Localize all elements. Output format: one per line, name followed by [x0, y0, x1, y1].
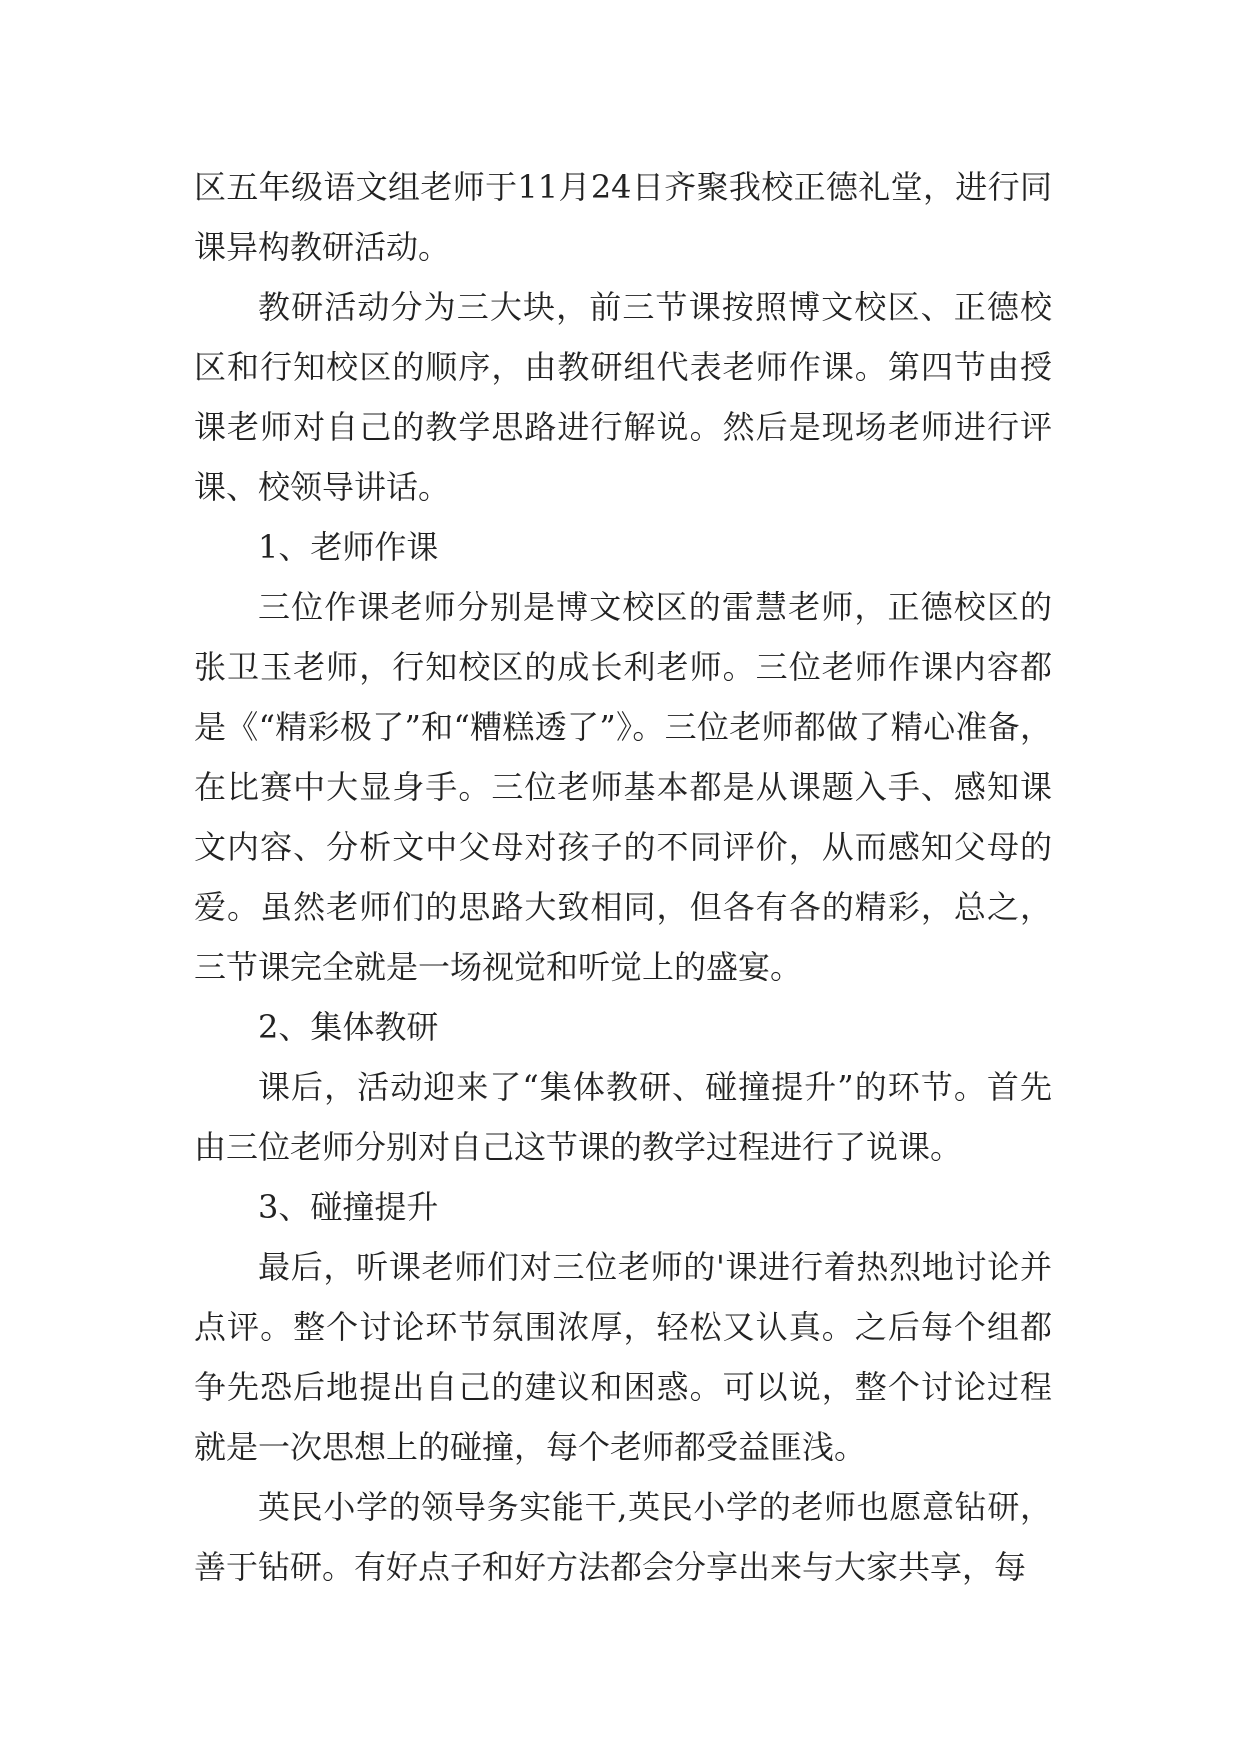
- section-heading-discussion: 3、碰撞提升: [258, 1188, 439, 1226]
- paragraph-continuation: 区五年级语文组老师于11月24日齐聚我校正德礼堂，进行同课异构教研活动。: [194, 168, 1052, 266]
- document-body: [194, 157, 1052, 1597]
- paragraph-activity-overview: 教研活动分为三大块，前三节课按照博文校区、正德校区和行知校区的顺序，由教研组代表老师作课。第四节由授课老师对自己的教学思路进行解说。然后是现场老师进行评课、校领导讲话。: [194, 288, 1052, 506]
- paragraph-collective-research: 课后，活动迎来了“集体教研、碰撞提升”的环节。首先由三位老师分别对自己这节课的教学过程进行了说课。: [194, 1068, 1052, 1166]
- section-heading-collective-research: 2、集体教研: [258, 1008, 439, 1046]
- section-heading-teacher-lessons: 1、老师作课: [258, 528, 439, 566]
- paragraph-school-summary: 英民小学的领导务实能干,英民小学的老师也愿意钻研，善于钻研。有好点子和好方法都会分享出来与大家共享，每: [194, 1488, 1052, 1586]
- paragraph-discussion: 最后，听课老师们对三位老师的'课进行着热烈地讨论并点评。整个讨论环节氛围浓厚，轻松又认真。之后每个组都争先恐后地提出自己的建议和困惑。可以说，整个讨论过程就是一次思想上的碰撞，每个老师都受益匪浅。: [194, 1248, 1052, 1466]
- paragraph-teacher-lessons: 三位作课老师分别是博文校区的雷慧老师，正德校区的张卫玉老师，行知校区的成长利老师。三位老师作课内容都是《“精彩极了”和“糟糕透了”》。三位老师都做了精心准备，在比赛中大显身手。三位老师基本都是从课题入手、感知课文内容、分析文中父母对孩子的不同评价，从而感知父母的爱。虽然老师们的思路大致相同，但各有各的精彩，总之，三节课完全就是一场视觉和听觉上的盛宴。: [194, 588, 1052, 986]
